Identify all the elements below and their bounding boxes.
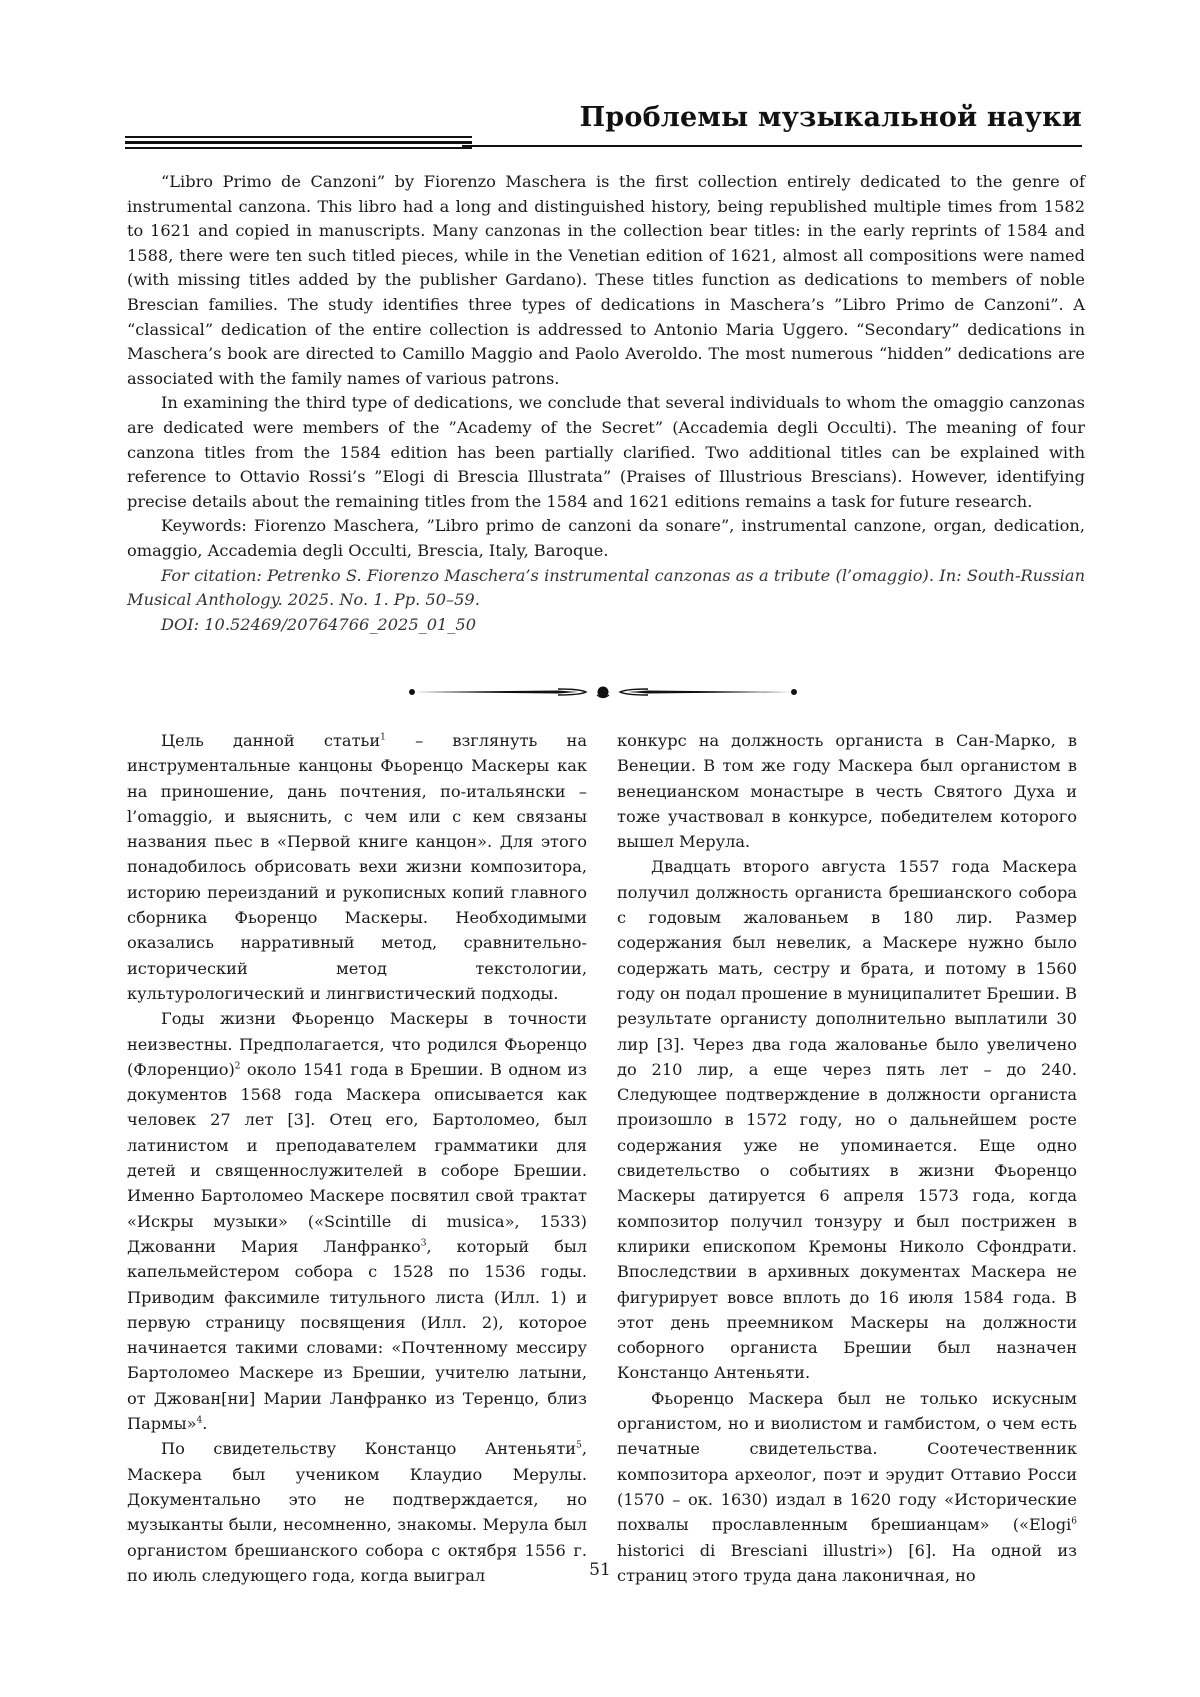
text-span: Годы жизни Фьоренцо Маскеры в точности неизвестны. Предполагается, что родился Фьоренцо (Флоренцио) (127, 1009, 587, 1079)
header-rule-left-top (125, 136, 472, 138)
ornament-divider-icon (408, 681, 798, 703)
running-header-title: Проблемы музыкальной науки (579, 102, 1082, 133)
right-paragraph-2: Двадцать второго августа 1557 года Маскера получил должность органиста брешианского собора с годовым жалованьем в 180 лир. Размер содержания был невелик, а Маскере нужно было содержать мать, сестру и брата, и потому в 1560 году он подал прошение в муниципалитет Брешии. В результате органисту дополнительно выплатили 30 лир [3]. Через два года жалованье было увеличено до 210 лир, а еще через пять лет – до 240. Следующее подтверждение в должности органиста произошло в 1572 году, но о дальнейшем росте содержания уже не упоминается. Еще одно свидетельство о событиях в жизни Фьоренцо Маскеры датируется 6 апреля 1573 года, когда композитор получил тонзуру и был пострижен в клирики епископом Кремоны Николо Сфондрати. Впоследствии в архивных документах Маскера не фигурирует вовсе вплоть до 16 июля 1584 года. В этот день преемником Маскеры на должности соборного органиста Брешии был назначен Констанцо Антеньяти. (617, 857, 1077, 1383)
text-span: По свидетельству Констанцо Антеньяти (161, 1439, 577, 1459)
citation-line: For citation: Petrenko S. Fiorenzo Maschera’s instrumental canzonas as a tribute (l’omaggio). In: South-Russian Musical Anthology. 2025. No. 1. Pp. 50–59. (127, 565, 1085, 610)
header-rule-left-middle (125, 141, 472, 144)
text-span: , который был капельмейстером собора с 1528 по 1536 годы. Приводим факсимиле титульного листа (Илл. 1) и первую страницу посвящения (Илл. 2), которое начинается такими словами: «Почтенному мессиру Бартоломео Маскере из Брешии, учителю латыни, от Джован[ни] Марии Ланфранко из Теренцо, близ Пармы» (127, 1236, 587, 1434)
footnote-ref: 6 (1071, 1516, 1077, 1527)
footnote-ref: 4 (196, 1415, 203, 1426)
left-paragraph-1 (127, 728, 587, 1006)
text-span: – взглянуть на инструментальные канцоны Фьоренцо Маскеры как на приношение, дань почтения, по-итальянски – l’omaggio, и выяснить, с чем или с кем связаны названия пьес в «Первой книге канцон». Для этого понадобилось обрисовать вехи жизни композитора, историю переизданий и рукописных копий главного сборника Фьоренцо Маскеры. Необходимыми оказались нарративный метод, сравнительно-исторический метод текстологии, культурологический и лингвистический подходы. (127, 731, 587, 1003)
english-abstract (127, 170, 1085, 637)
text-span: . (202, 1414, 208, 1434)
right-column (617, 728, 1077, 1588)
left-paragraph-2 (127, 1006, 587, 1436)
right-paragraph-3 (617, 1386, 1077, 1588)
text-span: historici di Bresciani illustri») [6]. На одной из страниц этого труда дана лаконичная, но (617, 1540, 1077, 1585)
header-rule-right (462, 145, 1082, 147)
footnote-ref: 3 (420, 1238, 427, 1249)
abstract-paragraph-2: In examining the third type of dedications, we conclude that several individuals to whom the omaggio canzonas are dedicated were members of the ”Academy of the Secret” (Accademia degli Occulti). The meaning of four canzona titles from the 1584 edition has been partially clarified. Two additional titles can be explained with reference to Ottavio Rossi’s ”Elogi di Brescia Illustrata” (Praises of Illustrious Brescians). However, identifying precise details about the remaining titles from the 1584 and 1621 editions remains a task for future research. (127, 393, 1085, 511)
footnote-ref: 2 (234, 1061, 241, 1072)
text-span: Фьоренцо Маскера был не только искусным органистом, но и виолистом и гамбистом, о чем есть печатные свидетельства. Соотечественник композитора археолог, поэт и эрудит Оттавио Росси (1570 – ок. 1630) издал в 1620 году «Исторические похвалы прославленным брешианцам» («Elogi (617, 1388, 1077, 1535)
footnote-ref: 1 (380, 732, 386, 743)
text-span: около 1541 года в Брешии. В одном из документов 1568 года Маскера описывается как человек 27 лет [3]. Отец его, Бартоломео, был латинистом и преподавателем грамматики для детей и священнослужителей в соборе Брешии. Именно Бартоломео Маскере посвятил свой трактат «Искры музыки» («Scintille di musica», 1533) Джованни Мария Ланфранко (127, 1059, 587, 1256)
doi-line: DOI: 10.52469/20764766_2025_01_50 (161, 614, 477, 634)
page-number: 51 (589, 1560, 611, 1580)
abstract-paragraph-1: “Libro Primo de Canzoni” by Fiorenzo Maschera is the first collection entirely dedicated to the genre of instrumental canzona. This libro had a long and distinguished history, being republished multiple times from 1582 to 1621 and copied in manuscripts. Many canzonas in the collection bear titles: in the early reprints of 1584 and 1588, there were ten such titled pieces, while in the Venetian edition of 1621, almost all compositions were named (with missing titles added by the publisher Gardano). These titles function as dedications to members of noble Brescian families. The study identifies three types of dedications in Maschera’s ”Libro Primo de Canzoni”. A “classical” dedication of the entire collection is addressed to Antonio Maria Uggero. “Secondary” dedications in Maschera’s book are directed to Camillo Maggio and Paolo Averoldo. The most numerous “hidden” dedications are associated with the family names of various patrons. (127, 172, 1085, 388)
left-column (127, 728, 587, 1588)
header-rule-left-bottom (125, 147, 472, 149)
text-span: Цель данной статьи (161, 731, 381, 750)
keywords-paragraph: Keywords: Fiorenzo Maschera, ”Libro primo de canzoni da sonare”, instrumental canzone, organ, dedication, omaggio, Accademia degli Occulti, Brescia, Italy, Baroque. (127, 516, 1085, 560)
footnote-ref: 5 (576, 1440, 582, 1451)
text-span: , Маскера был учеником Клаудио Мерулы. Документально это не подтверждается, но музыканты были, несомненно, знакомы. Мерула был органистом брешианского собора с октября 1556 г. по июль следующего года, когда выиграл (127, 1439, 587, 1585)
right-paragraph-1: конкурс на должность органиста в Сан-Марко, в Венеции. В том же году Маскера был органистом в венецианском монастыре в честь Святого Духа и тоже участвовал в конкурсе, победителем которого вышел Мерула. (617, 731, 1077, 852)
